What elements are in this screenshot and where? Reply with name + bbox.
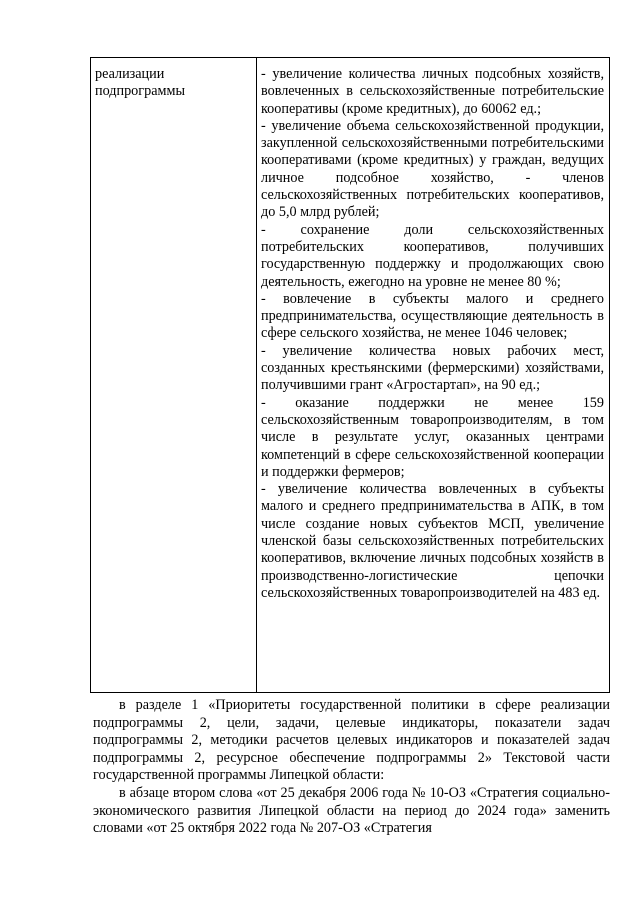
list-item: - увеличение количества новых рабочих мест, созданных крестьянскими (фермерскими) хозяйствами, получившими грант «Агростартап», на 90 ед.; <box>261 342 604 394</box>
paragraph: в абзаце втором слова «от 25 декабря 2006 года № 10-ОЗ «Стратегия социально-экономического развития Липецкой области на период до 2024 года» заменить словами «от 25 октября 2022 года № 207-ОЗ «Стратегия <box>93 784 610 837</box>
table-left-cell: реализации подпрограммы <box>95 66 185 100</box>
paragraph: в разделе 1 «Приоритеты государственной политики в сфере реализации подпрограммы 2, цели, задачи, целевые индикаторы, показатели задач подпрограммы 2, методики расчетов целевых индикаторов и показателей задач подпрограммы 2, ресурсное обеспечение подпрограммы 2» Текстовой части государственной программы Липецкой области: <box>93 697 610 784</box>
list-item: - сохранение доли сельскохозяйственных потребительских кооперативов, получивших государственную поддержку и продолжающих свою деятельность, ежегодно на уровне не менее 80 %; <box>261 221 604 290</box>
list-item: - увеличение объема сельскохозяйственной продукции, закупленной сельскохозяйственными потребительскими кооперативами (кроме кредитных) у граждан, ведущих личное подсобное хозяйство, - членов сельскохозяйственных потребительских кооперативов, до 5,0 млрд рублей; <box>261 117 604 221</box>
table-right-cell <box>261 66 604 602</box>
list-item: - вовлечение в субъекты малого и среднего предпринимательства, осуществляющие деятельность в сфере сельского хозяйства, не менее 1046 человек; <box>261 290 604 342</box>
list-item: - увеличение количества личных подсобных хозяйств, вовлеченных в сельскохозяйственные потребительские кооперативы (кроме кредитных), до 60062 ед.; <box>261 66 604 117</box>
list-item: - увеличение количества вовлеченных в субъекты малого и среднего предпринимательства в АПК, в том числе создание новых субъектов МСП, увеличение членской базы сельскохозяйственных потребительских кооперативов, включение личных подсобных хозяйств в производственно-логистические цепочки сельскохозяйственных товаропроизводителей на 483 ед. <box>261 481 604 601</box>
column-divider <box>256 58 257 692</box>
subprogram-table <box>90 57 610 693</box>
list-item: - оказание поддержки не менее 159 сельскохозяйственным товаропроизводителям, в том числе в результате услуг, оказанных центрами компетенций в сфере сельскохозяйственной кооперации и поддержки фермеров; <box>261 394 604 480</box>
body-text <box>93 697 610 838</box>
